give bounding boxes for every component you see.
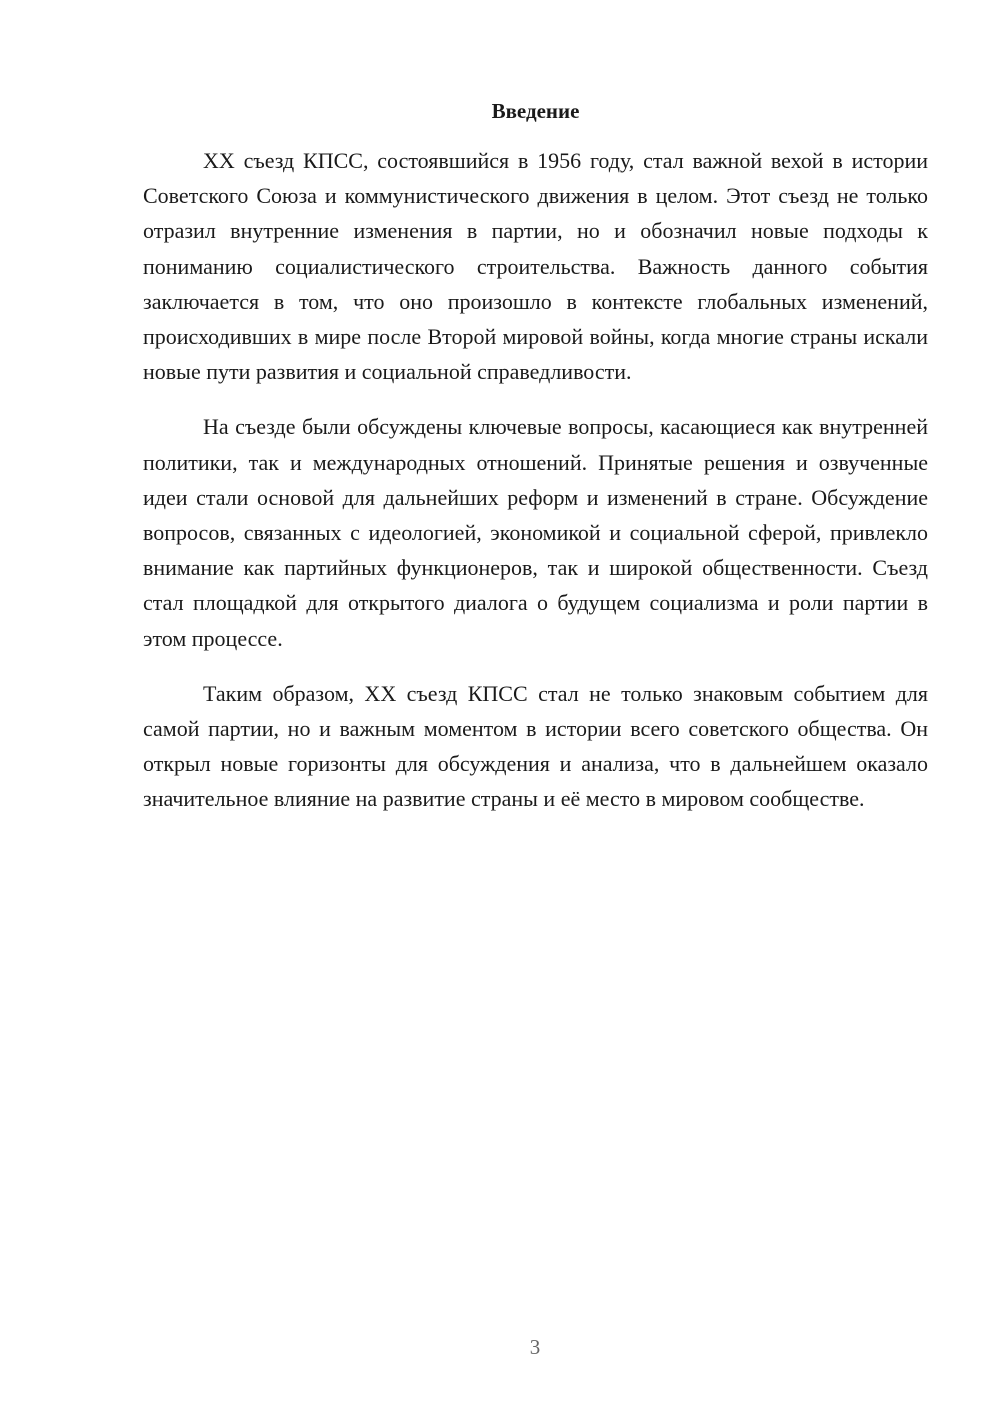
paragraph-2: На съезде были обсуждены ключевые вопросы, касающиеся как внутренней политики, так и международных отношений. Принятые решения и озвученные идеи стали основой для дальнейших реформ и изменений в стране. Обсуждение вопросов, связанных с идеологией, экономикой и социальной сферой, привлекло внимание как партийных функционеров, так и широкой общественности. Съезд стал площадкой для открытого диалога о будущем социализма и роли партии в этом процессе. [143, 414, 928, 651]
paragraph-1: XX съезд КПСС, состоявшийся в 1956 году, стал важной вехой в истории Советского Союза и коммунистического движения в целом. Этот съезд не только отразил внутренние изменения в партии, но и обозначил новые подходы к пониманию социалистического строительства. Важность данного события заключается в том, что оно произошло в контексте глобальных изменений, происходивших в мире после Второй мировой войны, когда многие страны искали новые пути развития и социальной справедливости. [143, 148, 928, 385]
paragraph-3: Таким образом, XX съезд КПСС стал не только знаковым событием для самой партии, но и важным моментом в истории всего советского общества. Он открыл новые горизонты для обсуждения и анализа, что в дальнейшем оказало значительное влияние на развитие страны и её место в мировом сообществе. [143, 680, 928, 812]
page-number: 3 [529, 1335, 541, 1359]
body-text [143, 143, 928, 837]
section-heading: Введение [491, 99, 580, 123]
